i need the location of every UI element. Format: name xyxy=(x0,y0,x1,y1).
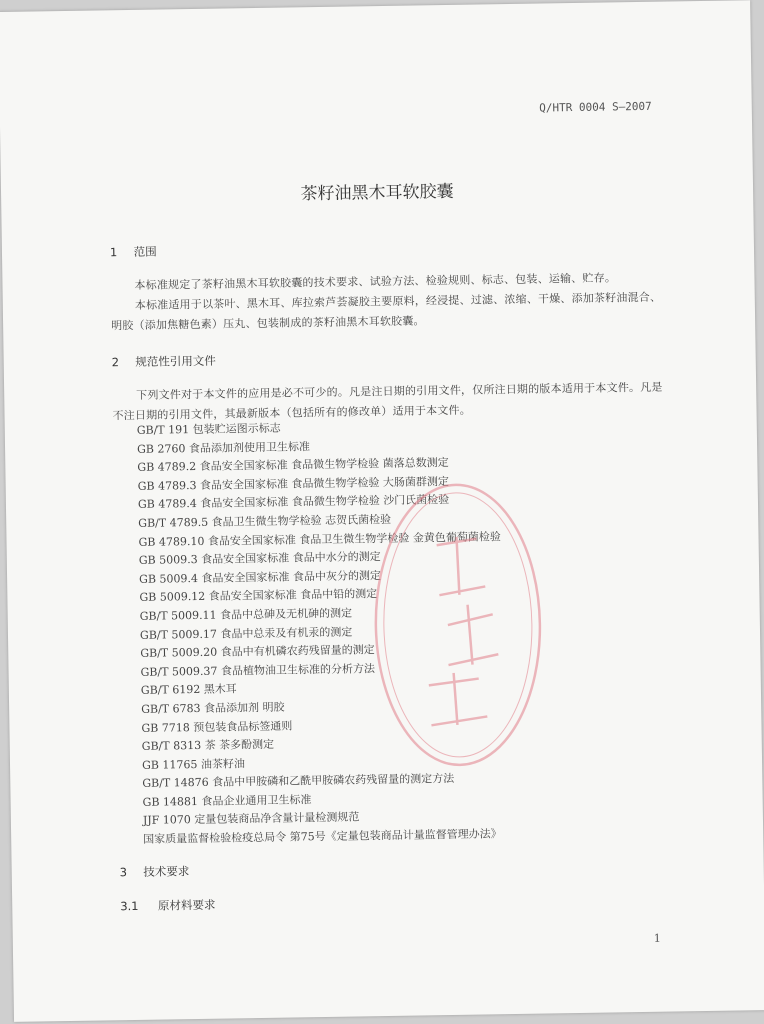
red-seal-stamp xyxy=(366,473,551,776)
references-intro: 下列文件对于本文件的应用是必不可少的。凡是注日期的引用文件，仅所注日期的版本适用于本文件。凡是不注日期的引用文件，其最新版本（包括所有的修改单）适用于本文件。 xyxy=(112,380,663,423)
reference-item: JJF 1070 定量包装商品净含量计量检测规范 xyxy=(142,810,360,828)
reference-item: GB/T 14876 食品中甲胺磷和乙酰甲胺磷农药残留量的测定方法 xyxy=(142,772,455,791)
document-number: Q/HTR 0004 S—2007 xyxy=(539,99,652,115)
section-1-number: 1 xyxy=(109,245,118,260)
reference-item: GB 5009.12 食品安全国家标准 食品中铅的测定 xyxy=(139,587,378,605)
reference-item: GB 5009.3 食品安全国家标准 食品中水分的测定 xyxy=(138,550,381,568)
reference-item: GB/T 4789.5 食品卫生微生物学检验 志贺氏菌检验 xyxy=(138,512,392,530)
reference-item: GB 5009.4 食品安全国家标准 食品中灰分的测定 xyxy=(139,568,382,586)
section-3-title: 技术要求 xyxy=(143,864,190,879)
section-3-1-number: 3.1 xyxy=(120,898,139,914)
reference-item: GB/T 191 包装贮运图示标志 xyxy=(136,421,281,437)
section-3-heading xyxy=(120,863,190,880)
reference-item: GB 7718 预包装食品标签通则 xyxy=(141,718,293,735)
scope-paragraph-2: 本标准适用于以茶叶、黑木耳、库拉索芦荟凝胶主要原料，经浸提、过滤、浓缩、干燥、添加茶籽油混合、明胶（添加焦糖色素）压丸、包装制成的茶籽油黑木耳软胶囊。 xyxy=(111,290,662,333)
section-2-number: 2 xyxy=(111,355,120,370)
section-2-heading xyxy=(112,353,216,371)
reference-item: GB/T 5009.37 食品植物油卫生标准的分析方法 xyxy=(140,661,376,679)
reference-item: GB/T 5009.11 食品中总砷及无机砷的测定 xyxy=(139,606,353,623)
reference-item: GB/T 5009.17 食品中总汞及有机汞的测定 xyxy=(139,625,353,642)
section-3-number: 3 xyxy=(119,865,128,880)
reference-item: GB 4789.4 食品安全国家标准 食品微生物学检验 沙门氏菌检验 xyxy=(137,493,450,512)
section-3-1-title: 原材料要求 xyxy=(157,897,216,913)
reference-item: GB 4789.10 食品安全国家标准 食品卫生微生物学检验 金黄色葡萄菌检验 xyxy=(138,529,501,549)
reference-item: GB 4789.3 食品安全国家标准 食品微生物学检验 大肠菌群测定 xyxy=(137,474,450,493)
scope-paragraph-1: 本标准规定了茶籽油黑木耳软胶囊的技术要求、试验方法、检验规则、标志、包装、运输、贮存。 xyxy=(134,271,617,292)
reference-item: GB 14881 食品企业通用卫生标准 xyxy=(142,793,312,809)
reference-item: GB/T 5009.20 食品中有机磷农药残留量的测定 xyxy=(140,643,375,661)
section-1-title: 范围 xyxy=(133,244,157,259)
section-2-title: 规范性引用文件 xyxy=(135,353,216,369)
reference-item: GB 11765 油茶籽油 xyxy=(141,756,245,772)
section-1-heading xyxy=(110,244,157,261)
reference-item: GB 2760 食品添加剂使用卫生标准 xyxy=(136,439,311,456)
section-3-1-heading xyxy=(120,897,215,914)
page-number: 1 xyxy=(653,931,661,945)
document-title: 茶籽油黑木耳软胶囊 xyxy=(300,181,454,205)
reference-item: 国家质量监督检验检疫总局令 第75号《定量包装商品计量监督管理办法》 xyxy=(143,827,502,846)
reference-item: GB 4789.2 食品安全国家标准 食品微生物学检验 菌落总数测定 xyxy=(137,456,449,475)
reference-item: GB/T 6192 黑木耳 xyxy=(140,682,237,698)
reference-item: GB/T 6783 食品添加剂 明胶 xyxy=(141,700,285,716)
reference-item: GB/T 8313 茶 茶多酚测定 xyxy=(141,737,275,753)
